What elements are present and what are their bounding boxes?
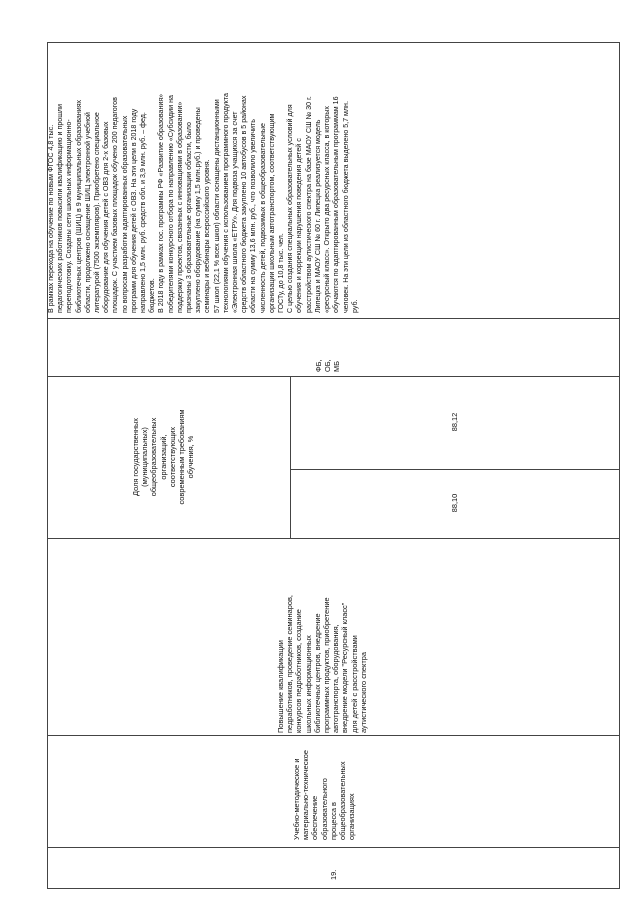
table-bottom-border: [47, 888, 620, 889]
measures-cell: Повышение квалификации педработников, проведение семинаров, конкурсов педработников, создание школьных информационных библиотечных центров, внедрение программных продуктов, приобретение автотранспорта, оборудования, внедрение модели "Ресурсный класс" для детей с расстройствами аутистического спектра: [276, 595, 368, 733]
indicator-column-divider: [290, 376, 291, 538]
row-number: 19.: [329, 869, 338, 880]
budget-codes: ФБ, ОБ, МБ: [314, 359, 342, 372]
indicator-cell: Доля государственных (муниципальных) общеобразовательных организаций, соответствующих современным требованиям обучения, %: [131, 409, 196, 505]
row-divider-indicator: [47, 538, 620, 539]
row-divider-budget: [47, 376, 620, 377]
value-fact: 88,12: [450, 412, 459, 432]
comment-cell: В рамках перехода на обучение по новым ФГОС 4,8 тыс. педагогических работников повысили квалификацию и прошли переподготовку. Созданы сети школьных информационно- библиотечных центров (ШИЦ) в 9 муниципальных образованиях области, продолжено оснащение ШИЦ электронной учебной литературой (7500 экземпляров). Приобретено специальное оборудование для обучения детей с ОВЗ для 2-х базовых площадок. С участием базовых площадок обучено 200 педагогов по вопросам разработки адаптированных образовательных программ для обучения детей с ОВЗ. На эти цели в 2018 году направлено 1,5 млн. руб. средств обл. и 3,9 млн. руб. – фед. бюджетов. В 2018 году в рамках гос. программы РФ «Развитие образования» победителями конкурсного отбора по направлению «Субсидии на поддержку проектов, связанных с инновациями в образовании» признаны 3 образовательные организации области, было закуплено оборудование (на сумму 1,5 млн.руб.) и проведены семинары и вебинары всероссийского уровня. 57 школ (22,1 % всех школ) области оснащены дистанционными технологиями обучения с использованием программного продукта «Электронная школа «ЕТРУ». Для подвоза учащихся за счет средств областного бюджета закуплено 10 автобусов в 5 районах области на сумму 13,6 млн. руб., что позволило увеличить численность детей, подвозимых в общеобразовательные организации школьным автотранспортом, соответствующим ГОСТу, до 10,8 тыс. чел. С целью создания специальных образовательных условий для обучения и коррекции нарушения поведения детей с расстройством аутистического спектра на базе МАОУ СШ № 30 г. Липецка и МАОУ СШ № 60 г. Липецка реализуется модель «ресурсный класс». Открыто два ресурсных класса, в которых обучаются по адаптированным образовательным программам 16 человек. На эти цели из областного бюджета выделено 5,7 млн. руб.: [47, 93, 359, 313]
row-divider-comment: [47, 318, 620, 319]
value-divider: [290, 469, 619, 470]
direction-cell: Учебно-методическое и материально-техническое обеспечение образовательного процесса в общеобразовательных организациях: [292, 750, 357, 840]
table-right-border: [619, 42, 620, 888]
value-plan: 88,10: [450, 493, 459, 513]
row-divider-direction: [47, 847, 620, 848]
